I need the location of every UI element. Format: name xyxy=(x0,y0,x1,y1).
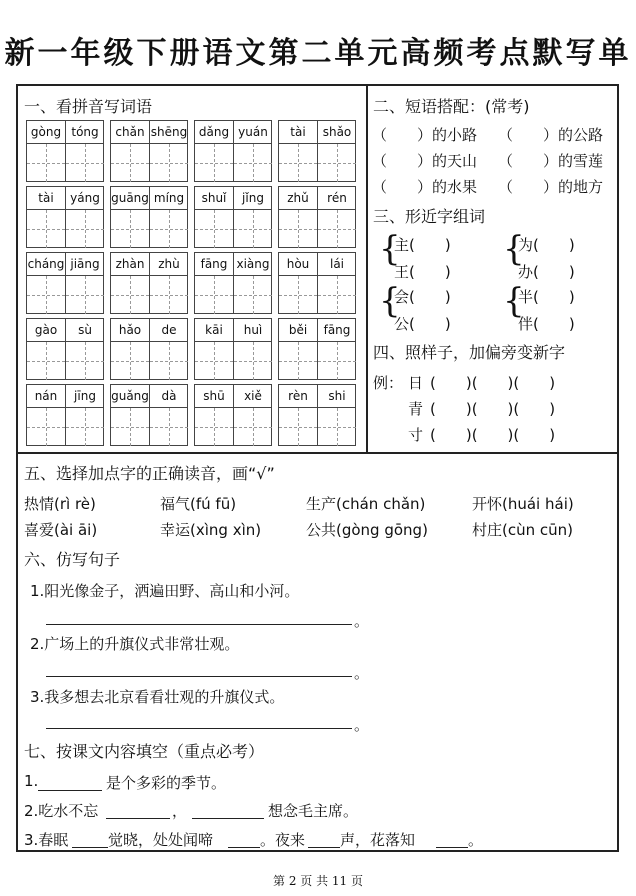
pinyin-label: lái xyxy=(329,257,345,271)
writing-box[interactable] xyxy=(27,210,66,248)
fill-2-a: 2.吃水不忘 xyxy=(24,802,99,820)
page-footer: 第 2 页 共 11 页 xyxy=(273,874,363,888)
guide-line xyxy=(85,342,86,380)
pinyin-label: gào xyxy=(27,319,66,341)
writing-box[interactable] xyxy=(150,144,188,182)
radical-blanks-2: ( )( )( ) xyxy=(430,400,556,418)
guide-line xyxy=(169,276,170,314)
pinyin-word-cell xyxy=(110,120,188,182)
pron-8: 村庄(cùn cūn) xyxy=(472,521,573,539)
writing-box[interactable] xyxy=(111,408,150,446)
pinyin-label: tóng xyxy=(71,125,99,139)
pinyin-word-cell xyxy=(194,186,272,248)
guide-line xyxy=(46,210,47,248)
pinyin-label: yáng xyxy=(70,191,100,205)
writing-box[interactable] xyxy=(150,210,188,248)
fill-1-num: 1. xyxy=(24,772,39,790)
guide-line xyxy=(85,144,86,182)
guide-line xyxy=(130,342,131,380)
imitate-sentence-3: 3.我多想去北京看看壮观的升旗仪式。 xyxy=(30,688,285,706)
guide-line xyxy=(85,408,86,446)
phrase-3-right: （ ）的地方 xyxy=(498,178,604,196)
pinyin-word-cell xyxy=(26,252,104,314)
pinyin-word-cell xyxy=(194,120,272,182)
writing-box[interactable] xyxy=(234,276,272,314)
writing-box[interactable] xyxy=(27,342,66,380)
pinyin-label: rèn xyxy=(279,385,318,407)
brace-icon: { xyxy=(379,281,401,321)
guide-line xyxy=(337,342,338,380)
pinyin-label: dà xyxy=(161,389,177,403)
fill-3-d: 声，花落知 xyxy=(340,831,416,849)
writing-box[interactable] xyxy=(234,144,272,182)
fill-3-a: 3.春眠 xyxy=(24,831,69,849)
pinyin-label: huì xyxy=(243,323,263,337)
guide-line xyxy=(298,342,299,380)
writing-box[interactable] xyxy=(279,144,318,182)
guide-line xyxy=(130,276,131,314)
pinyin-label: hǎo xyxy=(111,319,150,341)
guide-line xyxy=(85,210,86,248)
pinyin-label: zhàn xyxy=(111,253,150,275)
pinyin-label: shi xyxy=(328,389,346,403)
fill-3-e: 。 xyxy=(468,831,484,849)
pinyin-label: shū xyxy=(195,385,234,407)
pinyin-label: jīng xyxy=(74,389,96,403)
writing-box[interactable] xyxy=(195,342,234,380)
phrase-2-left: （ ）的天山 xyxy=(372,152,478,170)
section-divider xyxy=(16,452,619,454)
section-4-heading: 四、照样子，加偏旁变新字 xyxy=(373,343,566,362)
writing-box[interactable] xyxy=(66,144,104,182)
blank-line xyxy=(106,818,170,819)
pinyin-label: chǎn xyxy=(111,121,150,143)
section-2-heading: 二、短语搭配：(常考) xyxy=(373,97,530,116)
similar-char-8: 伴( ) xyxy=(518,315,575,333)
guide-line xyxy=(46,408,47,446)
pinyin-word-cell xyxy=(26,186,104,248)
guide-line xyxy=(130,408,131,446)
section-6-heading: 六、仿写句子 xyxy=(24,550,121,569)
pron-3: 生产(chán chǎn) xyxy=(306,495,426,513)
blank-line xyxy=(308,847,340,848)
section-7-heading: 七、按课文内容填空（重点必考） xyxy=(24,742,265,761)
pinyin-label: tài xyxy=(279,121,318,143)
phrase-1-left: （ ）的小路 xyxy=(372,126,478,144)
pinyin-label: běi xyxy=(279,319,318,341)
guide-line xyxy=(169,342,170,380)
section-5-heading: 五、选择加点字的正确读音，画“√” xyxy=(24,464,275,483)
writing-box[interactable] xyxy=(318,276,356,314)
pinyin-label: hòu xyxy=(279,253,318,275)
guide-line xyxy=(169,408,170,446)
pinyin-label: dǎng xyxy=(195,121,234,143)
guide-line xyxy=(337,144,338,182)
writing-box[interactable] xyxy=(234,408,272,446)
guide-line xyxy=(46,342,47,380)
pinyin-label: sù xyxy=(78,323,92,337)
answer-line xyxy=(46,676,352,677)
writing-box[interactable] xyxy=(66,342,104,380)
pinyin-label: gòng xyxy=(27,121,66,143)
pinyin-label: xiě xyxy=(244,389,262,403)
pinyin-word-cell xyxy=(26,120,104,182)
guide-line xyxy=(253,408,254,446)
blank-line xyxy=(72,847,108,848)
pinyin-label: tài xyxy=(27,187,66,209)
pinyin-label: zhù xyxy=(158,257,180,271)
guide-line xyxy=(214,210,215,248)
writing-box[interactable] xyxy=(234,342,272,380)
example-label: 例： xyxy=(373,374,404,392)
guide-line xyxy=(214,276,215,314)
section-3-heading: 三、形近字组词 xyxy=(373,207,486,226)
fill-3-c: 。夜来 xyxy=(260,831,306,849)
similar-char-4: 办( ) xyxy=(518,263,575,281)
pinyin-word-cell xyxy=(278,252,356,314)
writing-box[interactable] xyxy=(111,276,150,314)
blank-line xyxy=(228,847,260,848)
writing-box[interactable] xyxy=(195,408,234,446)
similar-char-7: 半( ) xyxy=(518,288,575,306)
pinyin-label: kāi xyxy=(195,319,234,341)
answer-line xyxy=(46,728,352,729)
pinyin-word-cell xyxy=(110,252,188,314)
pinyin-label: zhǔ xyxy=(279,187,318,209)
fill-2-c: 想念毛主席。 xyxy=(268,802,359,820)
blank-line xyxy=(38,790,102,791)
pinyin-word-cell xyxy=(194,252,272,314)
writing-box[interactable] xyxy=(111,210,150,248)
writing-box[interactable] xyxy=(150,408,188,446)
page-title: 新一年级下册语文第二单元高频考点默写单 xyxy=(4,36,632,71)
pron-1: 热情(rì rè) xyxy=(24,495,96,513)
guide-line xyxy=(337,276,338,314)
writing-box[interactable] xyxy=(27,144,66,182)
radical-blanks-1: ( )( )( ) xyxy=(430,374,556,392)
writing-box[interactable] xyxy=(27,408,66,446)
blank-line xyxy=(192,818,264,819)
writing-box[interactable] xyxy=(318,342,356,380)
answer-line xyxy=(46,624,352,625)
pinyin-label: nán xyxy=(27,385,66,407)
guide-line xyxy=(337,210,338,248)
guide-line xyxy=(169,210,170,248)
column-divider xyxy=(366,84,368,454)
radical-blanks-3: ( )( )( ) xyxy=(430,426,556,444)
pinyin-word-cell xyxy=(278,318,356,380)
imitate-sentence-2: 2.广场上的升旗仪式非常壮观。 xyxy=(30,635,240,653)
pinyin-word-cell xyxy=(194,318,272,380)
writing-box[interactable] xyxy=(195,210,234,248)
similar-char-1: 主( ) xyxy=(394,236,451,254)
similar-char-3: 为( ) xyxy=(518,236,575,254)
fill-1-text: 是个多彩的季节。 xyxy=(106,774,227,792)
fill-2-b: ， xyxy=(172,802,188,820)
guide-line xyxy=(85,276,86,314)
writing-box[interactable] xyxy=(150,342,188,380)
writing-box[interactable] xyxy=(279,276,318,314)
writing-box[interactable] xyxy=(66,276,104,314)
guide-line xyxy=(253,210,254,248)
pinyin-word-cell xyxy=(278,384,356,446)
writing-box[interactable] xyxy=(318,408,356,446)
pinyin-label: guǎng xyxy=(111,385,150,407)
blank-line xyxy=(436,847,468,848)
radical-char-1: 日 xyxy=(408,374,424,392)
guide-line xyxy=(337,408,338,446)
pron-2: 福气(fú fū) xyxy=(160,495,237,513)
writing-box[interactable] xyxy=(234,210,272,248)
brace-icon: { xyxy=(503,281,525,321)
pron-6: 幸运(xìng xìn) xyxy=(160,521,262,539)
brace-icon: { xyxy=(503,229,525,269)
guide-line xyxy=(298,210,299,248)
writing-box[interactable] xyxy=(66,408,104,446)
pinyin-word-cell xyxy=(110,384,188,446)
pinyin-label: yuán xyxy=(238,125,268,139)
phrase-2-right: （ ）的雪莲 xyxy=(498,152,604,170)
writing-box[interactable] xyxy=(318,144,356,182)
writing-box[interactable] xyxy=(111,144,150,182)
similar-char-2: 王( ) xyxy=(394,263,451,281)
pinyin-label: xiàng xyxy=(236,257,270,271)
pinyin-label: shuǐ xyxy=(195,187,234,209)
pinyin-word-cell xyxy=(26,318,104,380)
similar-char-6: 公( ) xyxy=(394,315,451,333)
imitate-sentence-1: 1.阳光像金子，洒遍田野、高山和小河。 xyxy=(30,582,300,600)
guide-line xyxy=(253,342,254,380)
guide-line xyxy=(298,276,299,314)
guide-line xyxy=(169,144,170,182)
pinyin-label: rén xyxy=(327,191,347,205)
pinyin-label: shǎo xyxy=(322,125,352,139)
answer-period: 。 xyxy=(354,612,370,630)
pron-5: 喜爱(ài āi) xyxy=(24,521,98,539)
writing-box[interactable] xyxy=(150,276,188,314)
pinyin-word-cell xyxy=(26,384,104,446)
similar-char-5: 会( ) xyxy=(394,288,451,306)
writing-box[interactable] xyxy=(66,210,104,248)
pron-4: 开怀(huái hái) xyxy=(472,495,574,513)
phrase-1-right: （ ）的公路 xyxy=(498,126,604,144)
guide-line xyxy=(214,144,215,182)
pinyin-word-cell xyxy=(194,384,272,446)
writing-box[interactable] xyxy=(318,210,356,248)
writing-box[interactable] xyxy=(195,144,234,182)
pinyin-word-cell xyxy=(110,318,188,380)
pinyin-label: fāng xyxy=(323,323,351,337)
guide-line xyxy=(46,144,47,182)
guide-line xyxy=(214,342,215,380)
brace-icon: { xyxy=(379,229,401,269)
pinyin-label: jiāng xyxy=(70,257,100,271)
guide-line xyxy=(253,276,254,314)
fill-3-b: 觉晓，处处闻啼 xyxy=(108,831,214,849)
pinyin-label: cháng xyxy=(27,253,66,275)
guide-line xyxy=(298,408,299,446)
guide-line xyxy=(130,210,131,248)
pinyin-label: jǐng xyxy=(242,191,264,205)
section-1-heading: 一、看拼音写词语 xyxy=(24,97,153,116)
guide-line xyxy=(298,144,299,182)
pinyin-word-cell xyxy=(278,186,356,248)
pinyin-label: míng xyxy=(153,191,185,205)
writing-box[interactable] xyxy=(27,276,66,314)
answer-period: 。 xyxy=(354,664,370,682)
guide-line xyxy=(46,276,47,314)
answer-period: 。 xyxy=(354,716,370,734)
pinyin-word-cell xyxy=(110,186,188,248)
pinyin-label: de xyxy=(161,323,177,337)
pinyin-word-cell xyxy=(278,120,356,182)
pinyin-label: shēng xyxy=(150,125,188,139)
guide-line xyxy=(130,144,131,182)
phrase-3-left: （ ）的水果 xyxy=(372,178,478,196)
writing-box[interactable] xyxy=(195,276,234,314)
radical-char-2: 青 xyxy=(408,400,424,418)
guide-line xyxy=(253,144,254,182)
writing-box[interactable] xyxy=(279,408,318,446)
writing-box[interactable] xyxy=(279,342,318,380)
pron-7: 公共(gòng gōng) xyxy=(306,521,428,539)
writing-box[interactable] xyxy=(279,210,318,248)
radical-char-3: 寸 xyxy=(408,426,424,444)
writing-box[interactable] xyxy=(111,342,150,380)
pinyin-label: guāng xyxy=(111,187,150,209)
pinyin-label: fāng xyxy=(195,253,234,275)
guide-line xyxy=(214,408,215,446)
